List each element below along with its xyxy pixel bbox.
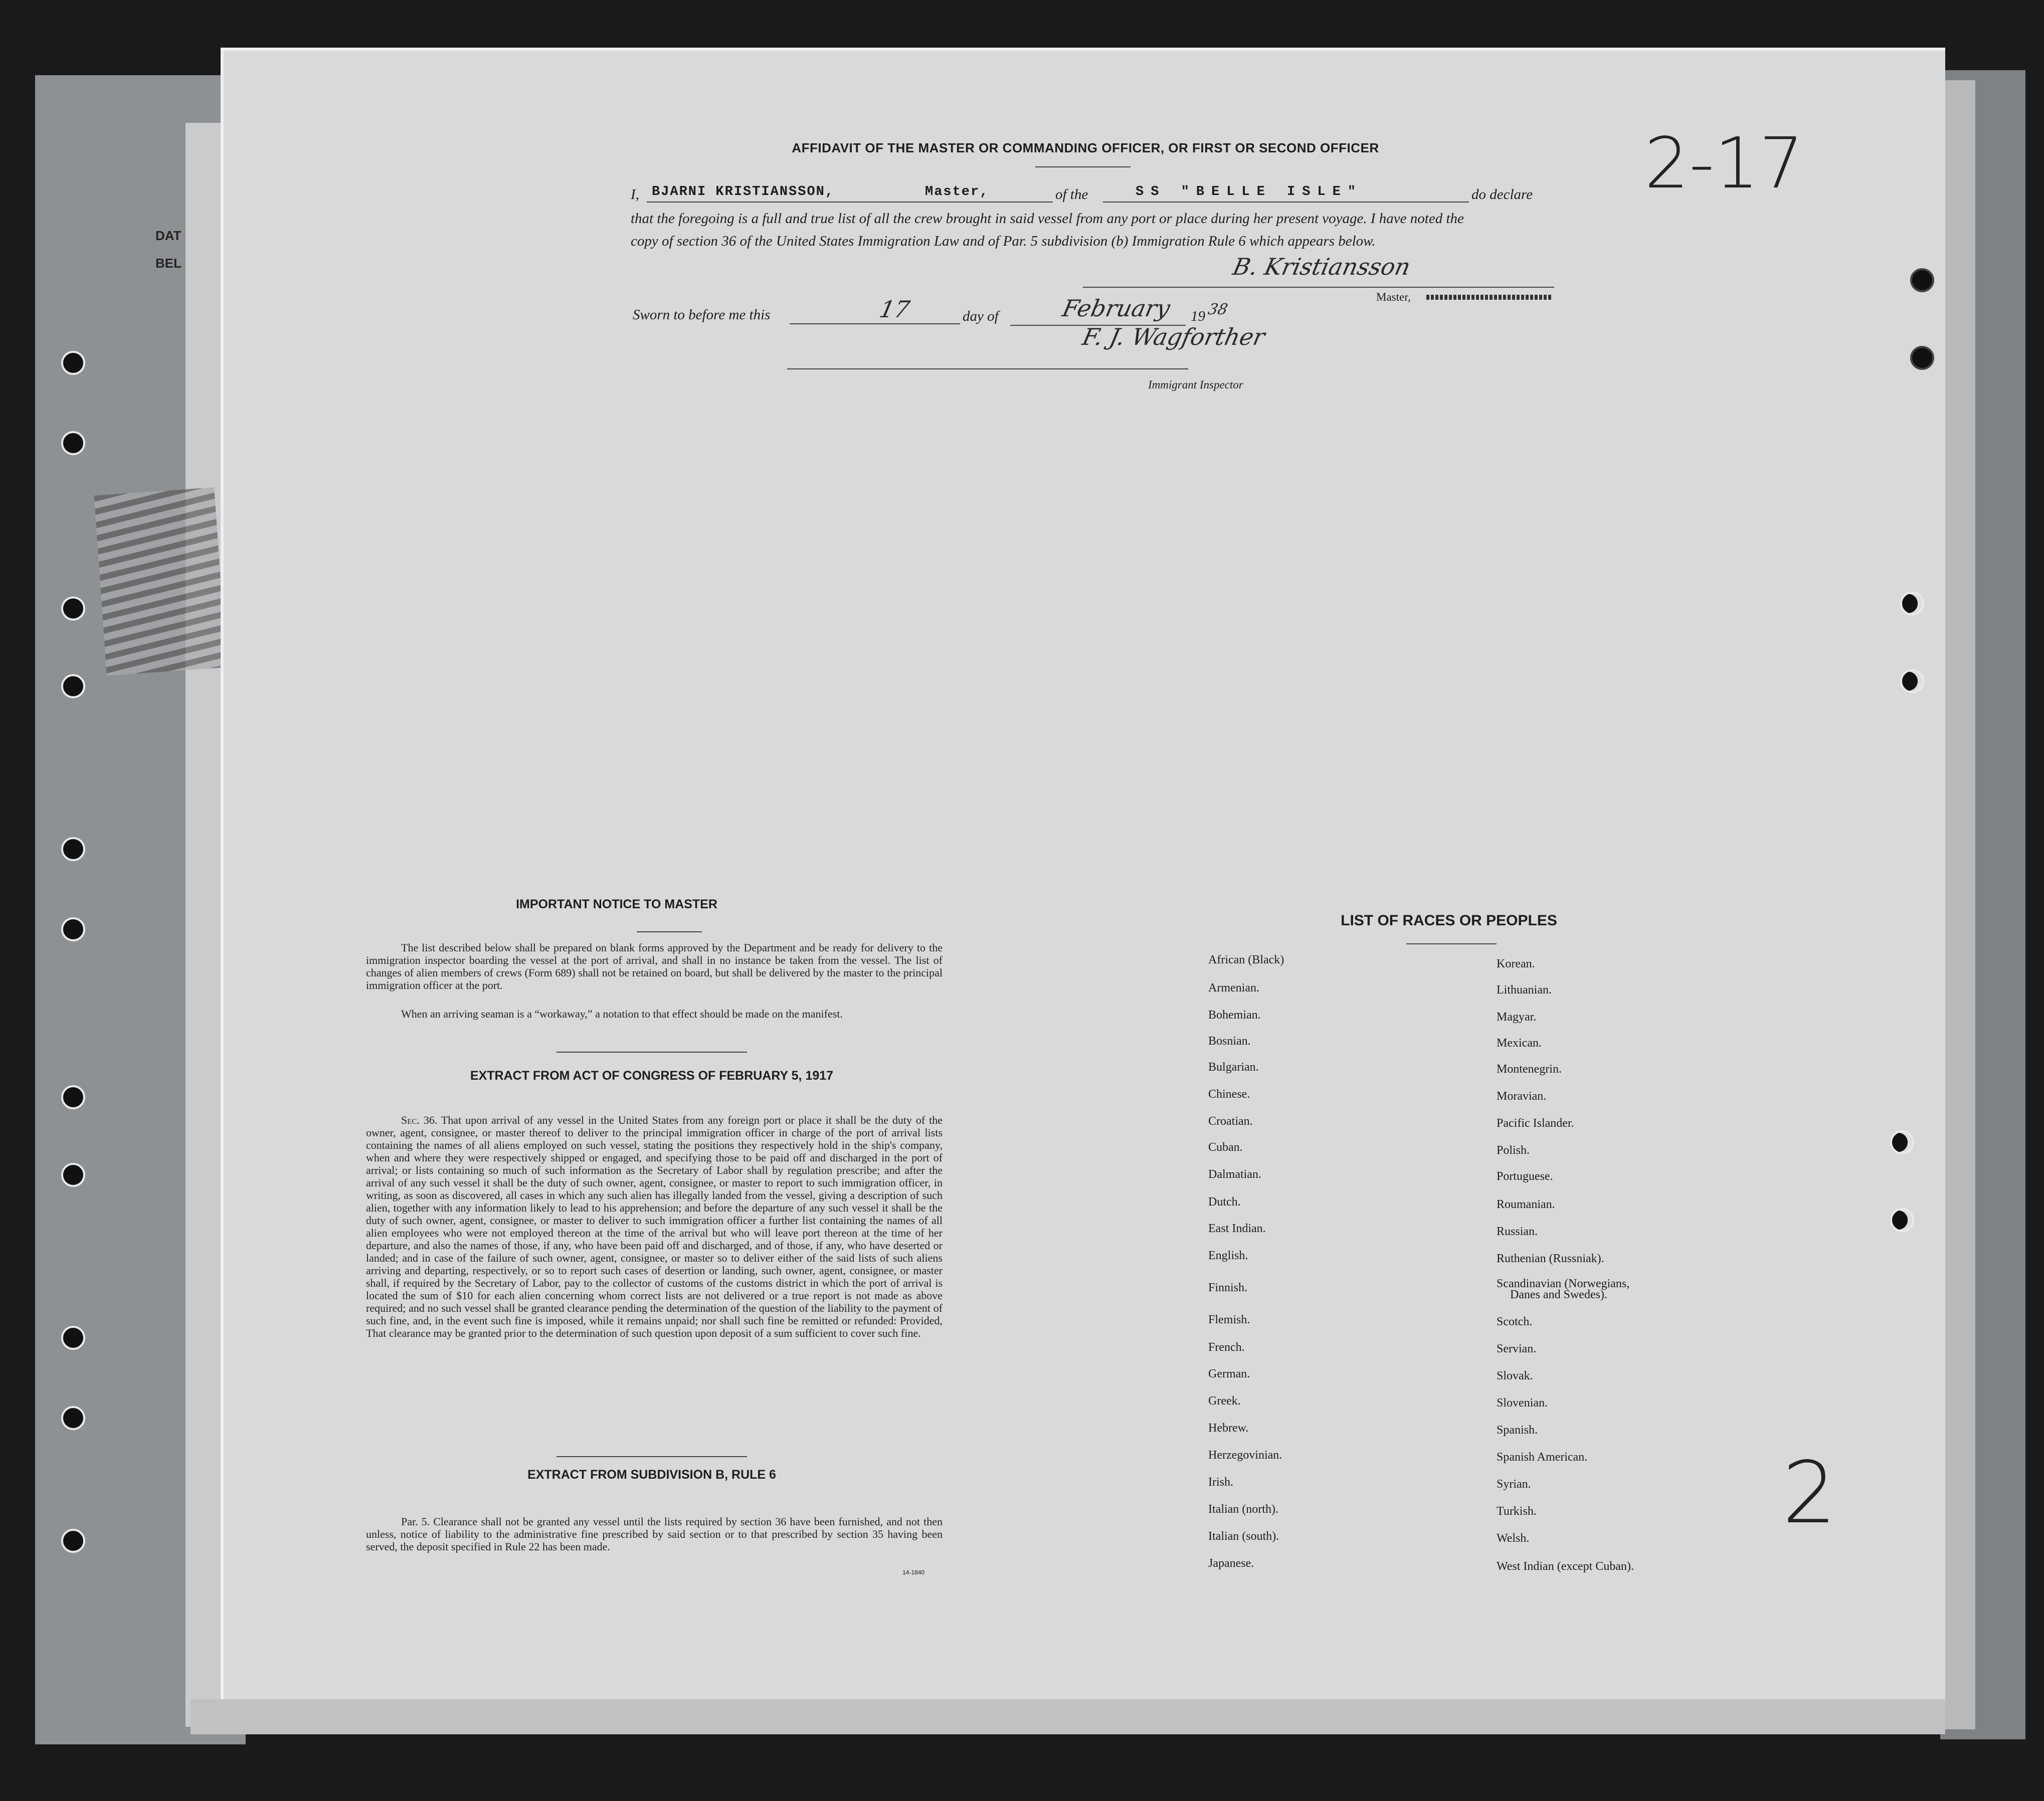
punch-hole (61, 917, 85, 941)
back-page-print-2: BEL (155, 256, 181, 271)
punch-hole (61, 596, 85, 621)
background-page-right-inner (1945, 80, 1975, 1729)
race-item: Hebrew. (1208, 1422, 1249, 1435)
race-item: Syrian. (1497, 1478, 1531, 1491)
race-item: Korean. (1497, 957, 1535, 970)
punch-hole (1890, 1208, 1914, 1232)
page-bottom-edge (191, 1699, 1945, 1734)
race-item: Chinese. (1208, 1088, 1250, 1101)
race-item: English. (1208, 1249, 1248, 1262)
back-page-stamp (94, 487, 227, 676)
master-signature: B. Kristiansson (1230, 253, 1413, 280)
race-item: Scandinavian (Norwegians, (1497, 1277, 1630, 1290)
race-item: Magyar. (1497, 1011, 1537, 1024)
race-item: Spanish. (1497, 1424, 1538, 1437)
signature-line (1083, 287, 1554, 288)
race-item: Spanish American. (1497, 1451, 1588, 1464)
punch-hole (61, 1163, 85, 1187)
affidavit-title: AFFIDAVIT OF THE MASTER OR COMMANDING OFFICER, OR FIRST OR SECOND OFFICER (792, 140, 1379, 155)
race-item: Polish. (1497, 1144, 1530, 1157)
notice-paragraph-2 (366, 1008, 943, 1020)
vessel-fill-line (1103, 202, 1469, 203)
sworn-month: February (1060, 295, 1173, 322)
race-item: Bulgarian. (1208, 1061, 1259, 1074)
congress-extract-title: EXTRACT FROM ACT OF CONGRESS OF FEBRUARY 5, 1917 (470, 1069, 834, 1083)
races-title: LIST OF RACES OR PEOPLES (1341, 912, 1557, 929)
race-item: Turkish. (1497, 1505, 1537, 1518)
rule-divider (556, 1456, 747, 1457)
form-number: 14-1840 (902, 1569, 925, 1576)
punch-hole (61, 1529, 85, 1553)
race-item: Ruthenian (Russniak). (1497, 1252, 1604, 1265)
race-continuation: Danes and Swedes). (1510, 1288, 1607, 1301)
race-item: Bosnian. (1208, 1035, 1251, 1048)
race-item: Dutch. (1208, 1195, 1241, 1209)
race-item: Moravian. (1497, 1090, 1547, 1103)
affidavit-body-line-1: that the foregoing is a full and true list of all the crew brought in said vessel from any port or place during her present voyage. I have noted the (631, 211, 1464, 227)
name-fill-line (647, 202, 1053, 203)
race-item: Servian. (1497, 1342, 1537, 1355)
race-item: Cuban. (1208, 1141, 1243, 1154)
sworn-prefix: Sworn to before me this (633, 307, 771, 323)
punch-hole (61, 1326, 85, 1350)
race-item: Scotch. (1497, 1315, 1533, 1328)
race-item: Croatian. (1208, 1115, 1253, 1128)
of-the-label: of the (1055, 186, 1088, 203)
race-item: African (Black) (1208, 953, 1284, 966)
punch-hole (61, 674, 85, 698)
do-declare-label: do declare (1471, 186, 1533, 203)
race-item: Welsh. (1497, 1532, 1530, 1545)
punch-hole (1910, 346, 1934, 370)
master-name: BJARNI KRISTIANSSON, (652, 184, 835, 199)
race-item: Greek. (1208, 1394, 1241, 1408)
rule-extract-body: Par. 5. Clearance shall not be granted any vessel until the lists required by section 36 have been furnished, and not then unless, notice of liability to the administrative fine prescribed by said section or to that prescribed by section 35 having been served, the deposit specified in Rule 22 has been made. (366, 1515, 943, 1553)
punch-hole (61, 1406, 85, 1430)
rule-extract-text (366, 1515, 943, 1553)
master-rank: Master, (925, 184, 989, 199)
race-item: Roumanian. (1497, 1198, 1555, 1211)
race-item: Bohemian. (1208, 1009, 1261, 1022)
punch-hole (1890, 1130, 1914, 1154)
year-prefix: 19 (1191, 308, 1205, 324)
notice-divider (637, 931, 702, 932)
congress-extract-body: That upon arrival of any vessel in the United States from any foreign port or place it shall be the duty of the owner, agent, consignee, or master thereof to deliver to the principal immigration officer in charge of the port of arrival lists containing the names of all aliens employed on such vessel, stating the positions they respectively hold in the ship's company, when and where they were respectively shipped or engaged, and specifying those to be paid off and discharged in the port of arrival; or lists containing so much of such information as the Secretary of Labor shall by regulation prescribe; and after the arrival of any such vessel it shall be the duty of such owner, agent, consignee, or master to report to such immigration officer, in writing, as soon as discovered, all cases in which any such alien has illegally landed from the vessel, giving a description of such alien, together with any information likely to lead to his apprehension; and before the departure of any such vessel it shall be the duty of such owner, agent, consignee, or master to deliver to such immigration officer a further list containing the names of all alien employees who were not employed thereon at the time of the arrival but who will leave port thereon at the time of her departure, and also the names of those, if any, who have been paid off and discharged, and of those, if any, who have deserted or landed; and in case of the failure of such owner, agent, consignee, or master so to deliver either of the said lists of such aliens arriving and departing, respectively, or so to report such cases of desertion or landing, such owner, agent, consignee, or master shall, if required by the Secretary of Labor, pay to the collector of customs of the customs district in which the port of arrival is located the sum of $10 for each alien concerning whom correct lists are not delivered or a true report is not made as above required; and no such vessel shall be granted clearance pending the determination of the question of the liability to the payment of such fine, and, in the event such fine is imposed, while it remains unpaid; nor shall such fine be remitted or refunded: Provided, That clearance may be granted prior to the determination of such question upon deposit of a sum sufficient to cover such fine. (366, 1114, 943, 1339)
races-divider (1406, 943, 1497, 944)
race-item: Herzegovinian. (1208, 1449, 1282, 1462)
punch-hole (1900, 591, 1924, 616)
affidavit-body-line-2: copy of section 36 of the United States Immigration Law and of Par. 5 subdivision (b) Immigration Rule 6 which appears below. (631, 233, 1376, 249)
notice-paragraph-2-text: When an arriving seaman is a “workaway,” a notation to that effect should be made on the manifest. (401, 1008, 843, 1020)
race-item: West Indian (except Cuban). (1497, 1560, 1634, 1573)
year-suffix: 38 (1206, 301, 1229, 318)
notice-paragraph-1-text: The list described below shall be prepared on blank forms approved by the Department and be ready for delivery to the immigration inspector boarding the vessel at the port of arrival, and shall in no instance be taken from the vessel. The list of changes of alien members of crews (Form 689) shall not be retained on board, but shall be delivered by the master to the principal immigration officer at the port. (366, 941, 943, 991)
race-item: Italian (south). (1208, 1530, 1279, 1543)
race-item: Armenian. (1208, 981, 1259, 994)
race-item: Russian. (1497, 1225, 1538, 1238)
inspector-caption: Immigrant Inspector (1148, 378, 1243, 391)
race-item: Mexican. (1497, 1037, 1542, 1050)
notice-title: IMPORTANT NOTICE TO MASTER (516, 897, 717, 911)
race-item: Irish. (1208, 1476, 1233, 1489)
race-item: Dalmatian. (1208, 1168, 1261, 1181)
race-item: Japanese. (1208, 1557, 1254, 1570)
race-item: Lithuanian. (1497, 983, 1552, 996)
sworn-day: 17 (877, 296, 912, 323)
punch-hole (61, 1085, 85, 1109)
punch-hole (61, 431, 85, 455)
race-item: German. (1208, 1367, 1250, 1380)
punch-hole (61, 351, 85, 375)
race-item: Finnish. (1208, 1281, 1248, 1294)
race-item: Flemish. (1208, 1313, 1250, 1326)
race-item: French. (1208, 1341, 1245, 1354)
section-label: Sec. 36. (401, 1114, 438, 1126)
race-item: Slovak. (1497, 1369, 1533, 1382)
notice-paragraph-1 (366, 941, 943, 991)
race-item: Slovenian. (1497, 1396, 1548, 1410)
vessel-name: SS "BELLE ISLE" (1136, 184, 1363, 199)
day-of-label: day of (963, 308, 999, 324)
inspector-signature: F. J. Wagforther (1080, 323, 1268, 350)
rule-extract-title: EXTRACT FROM SUBDIVISION B, RULE 6 (527, 1468, 776, 1482)
title-divider (1035, 166, 1131, 167)
punch-hole (1900, 669, 1924, 693)
congress-divider (556, 1052, 747, 1053)
affidavit-prefix: I, (631, 186, 639, 203)
day-fill-line (790, 323, 960, 324)
race-item: Italian (north). (1208, 1503, 1278, 1516)
congress-extract-text (366, 1114, 943, 1339)
punch-hole (1910, 268, 1934, 292)
inspector-signature-line (787, 368, 1188, 369)
race-item: Portuguese. (1497, 1170, 1553, 1183)
race-item: East Indian. (1208, 1222, 1266, 1235)
race-item: Montenegrin. (1497, 1063, 1562, 1076)
punch-hole (61, 837, 85, 861)
handwritten-margin-note: 2-17 (1644, 123, 1804, 205)
race-item: Pacific Islander. (1497, 1117, 1574, 1130)
handwritten-margin-mark: 2 (1782, 1444, 1837, 1543)
signature-caption: Master, (1376, 291, 1411, 303)
back-page-print-1: DAT (155, 228, 181, 243)
struck-out-text (1426, 295, 1552, 300)
